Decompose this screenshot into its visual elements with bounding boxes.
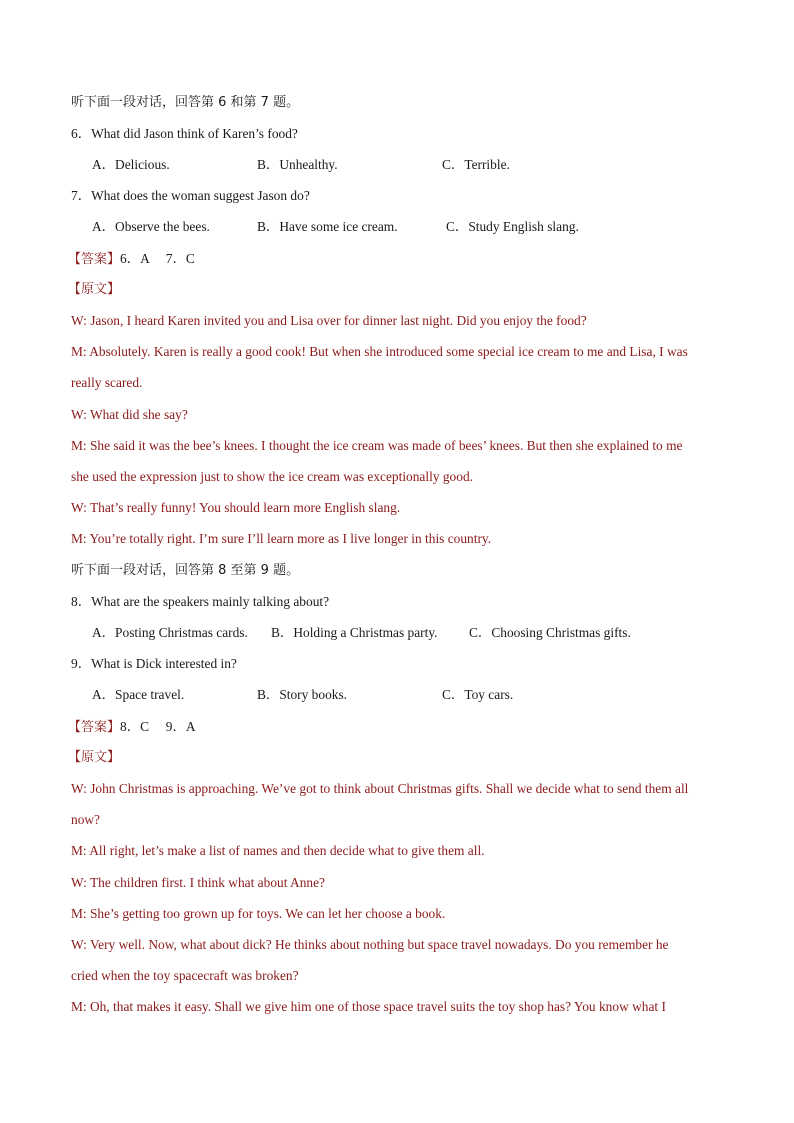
transcript-line: M: Oh, that makes it easy. Shall we give him one of those space travel suits the toy shop has? You know what I [71, 999, 666, 1014]
q6-option-a: A．Delicious. [92, 157, 170, 172]
section2-heading: 听下面一段对话，回答第 8 至第 9 题。 [71, 563, 300, 578]
q8-option-a: A．Posting Christmas cards. [92, 625, 248, 640]
q7-option-c: C．Study English slang. [446, 219, 579, 234]
transcript-line: M: You’re totally right. I’m sure I’ll learn more as I live longer in this country. [71, 531, 492, 546]
q6-option-b: B．Unhealthy. [257, 157, 338, 172]
q9-option-b: B．Story books. [257, 687, 348, 702]
transcript-line: W: John Christmas is approaching. We’ve got to think about Christmas gifts. Shall we decide what to send them all [71, 781, 689, 796]
transcript-line: W: That’s really funny! You should learn more English slang. [71, 500, 401, 515]
q7-option-a: A．Observe the bees. [92, 219, 210, 234]
transcript-line: W: Very well. Now, what about dick? He thinks about nothing but space travel nowadays. Do you remember he [71, 937, 669, 952]
transcript-line: W: What did she say? [71, 407, 188, 422]
transcript-line: really scared. [71, 375, 143, 390]
transcript-line: W: Jason, I heard Karen invited you and Lisa over for dinner last night. Did you enjoy the food? [71, 313, 587, 328]
transcript-label: 【原文】 [68, 750, 121, 765]
question-6: 6．What did Jason think of Karen’s food? [71, 126, 298, 141]
q6-option-c: C．Terrible. [442, 157, 510, 172]
question-8: 8．What are the speakers mainly talking about? [71, 594, 330, 609]
transcript-line: M: She’s getting too grown up for toys. We can let her choose a book. [71, 906, 446, 921]
answer-block-1 [68, 250, 195, 269]
q7-option-b: B．Have some ice cream. [257, 219, 398, 234]
q8-option-c: C．Choosing Christmas gifts. [469, 625, 631, 640]
transcript-label: 【原文】 [68, 282, 121, 297]
q9-option-c: C．Toy cars. [442, 687, 514, 702]
answer-text: 6．A 7．C [120, 251, 195, 266]
transcript-line: cried when the toy spacecraft was broken? [71, 968, 299, 983]
transcript-line: W: The children first. I think what about Anne? [71, 875, 325, 890]
transcript-line: M: All right, let’s make a list of names and then decide what to give them all. [71, 843, 485, 858]
question-9: 9．What is Dick interested in? [71, 656, 237, 671]
answer-label: 【答案】 [68, 720, 121, 735]
transcript-line: M: Absolutely. Karen is really a good cook! But when she introduced some special ice cream to me and Lisa, I was [71, 344, 688, 359]
section1-heading: 听下面一段对话，回答第 6 和第 7 题。 [71, 95, 300, 110]
answer-label: 【答案】 [68, 252, 121, 267]
question-7: 7．What does the woman suggest Jason do? [71, 188, 310, 203]
answer-block-2 [68, 718, 196, 737]
answer-text: 8．C 9．A [120, 719, 196, 734]
transcript-line: now? [71, 812, 101, 827]
transcript-line: M: She said it was the bee’s knees. I thought the ice cream was made of bees’ knees. But then she explained to me [71, 438, 683, 453]
q9-option-a: A．Space travel. [92, 687, 185, 702]
q8-option-b: B．Holding a Christmas party. [271, 625, 438, 640]
transcript-line: she used the expression just to show the ice cream was exceptionally good. [71, 469, 473, 484]
